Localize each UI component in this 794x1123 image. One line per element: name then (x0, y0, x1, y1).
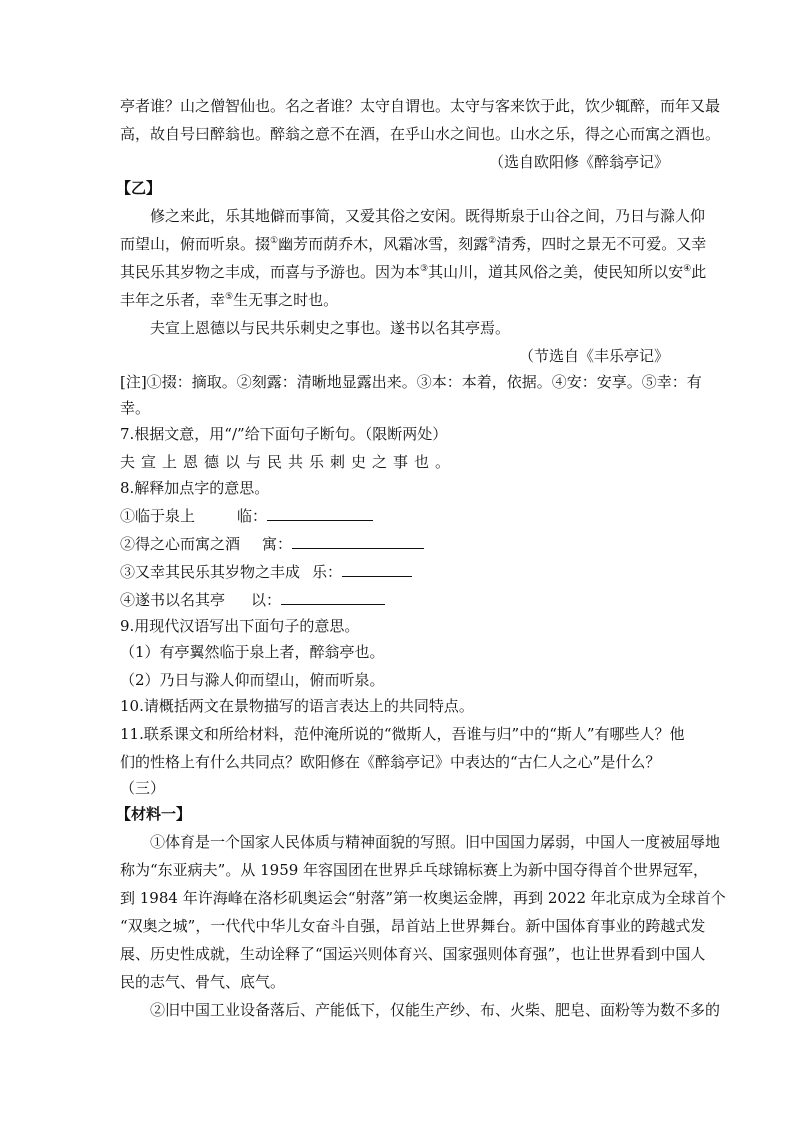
text-run: 幽芳而荫乔木，风霜冰雪，刻露 (278, 235, 489, 253)
question-8: 8.解释加点字的意思。 (120, 479, 270, 497)
material-text-line: “双奥之城”，一代代中华儿女奋斗自强，昂首站上世界舞台。新中国体育事业的跨越式发 (120, 917, 706, 935)
footnote-marker: ⑤ (225, 292, 234, 302)
question-8-item (120, 590, 385, 610)
answer-blank[interactable] (342, 562, 412, 577)
text-run: 其山川，道其风俗之美，使民知所以安 (428, 263, 684, 281)
material-text-line: ①体育是一个国家人民体质与精神面貌的写照。旧中国国力孱弱，中国人一度被屈辱地 (150, 833, 721, 851)
question-9-item: （2）乃日与滁人仰而望山，俯而听泉。 (120, 671, 385, 689)
source-citation: （节选自《丰乐亭记》 (518, 347, 669, 365)
question-11: 们的性格上有什么共同点？欧阳修在《醉翁亭记》中表达的“古仁人之心”是什么？ (120, 753, 661, 771)
item-word: 寓： (262, 535, 293, 553)
item-phrase: ③又幸其民乐其岁物之丰成 (120, 563, 301, 581)
annotation-note: [注]①掇：摘取。②刻露：清晰地显露出来。③本：本着，依据。④安：安享。⑤幸：有 (120, 373, 702, 391)
text-run: 此 (691, 263, 707, 281)
answer-blank[interactable] (281, 590, 385, 605)
annotation-note: 幸。 (120, 399, 151, 417)
text-run: 清秀，四时之景无不可爱。又幸 (496, 235, 707, 253)
material-text-line: 民的志气、骨气、底气。 (120, 973, 286, 991)
yi-text-line (120, 234, 706, 254)
jia-text-line: 高，故自号曰醉翁也。醉翁之意不在酒，在乎山水之间也。山水之乐，得之心而寓之酒也。 (120, 125, 721, 143)
text-run: 其民乐其岁物之丰成，而喜与予游也。因为本 (120, 263, 421, 281)
item-phrase: ①临于泉上 (120, 507, 196, 525)
source-citation: （选自欧阳修《醉翁亭记》 (488, 153, 669, 171)
yi-text-line: 修之来此，乐其地僻而事简，又爱其俗之安闲。既得斯泉于山谷之间，乃日与滁人仰 (150, 207, 706, 225)
question-8-item (120, 506, 373, 526)
yi-text-line: 夫宣上恩德以与民共乐刺史之事也。遂书以名其亭焉。 (150, 319, 511, 337)
text-run: 丰年之乐者，幸 (120, 291, 226, 309)
item-word: 以： (251, 591, 282, 609)
material-text-line: 展、历史性成就，生动诠释了“国运兴则体育兴、国家强则体育强”，也让世界看到中国人 (120, 945, 706, 963)
answer-blank[interactable] (267, 506, 373, 521)
part-heading: （三） (120, 779, 166, 797)
question-11: 11.联系课文和所给材料，范仲淹所说的“微斯人，吾谁与归”中的“斯人”有哪些人？他 (120, 725, 685, 743)
item-word: 临： (237, 507, 268, 525)
text-run: 而望山，俯而听泉。掇 (120, 235, 271, 253)
item-word: 乐： (312, 563, 343, 581)
item-phrase: ②得之心而寓之酒 (120, 535, 241, 553)
question-7-sentence: 夫宣上恩德以与民共乐刺史之事也。 (120, 453, 457, 471)
item-phrase: ④遂书以名其亭 (120, 591, 226, 609)
footnote-marker: ④ (683, 264, 692, 274)
answer-blank[interactable] (292, 534, 424, 549)
question-9-item: （1）有亭翼然临于泉上者，醉翁亭也。 (120, 643, 385, 661)
question-9: 9.用现代汉语写出下面句子的意思。 (120, 617, 360, 635)
section-heading-yi: 【乙】 (116, 179, 162, 197)
question-8-item (120, 562, 412, 582)
question-10: 10.请概括两文在景物描写的语言表达上的共同特点。 (120, 697, 474, 715)
material-text-line: 称为“东亚病夫”。从 1959 年容国团在世界乒乓球锦标赛上为新中国夺得首个世界冠军， (120, 861, 709, 879)
footnote-marker: ① (270, 236, 279, 246)
footnote-marker: ③ (420, 264, 429, 274)
material-text-line: ②旧中国工业设备落后、产能低下，仅能生产纱、布、火柴、肥皂、面粉等为数不多的 (150, 1001, 721, 1019)
material-heading: 【材料一】 (116, 805, 192, 823)
jia-text-line: 亭者谁？山之僧智仙也。名之者谁？太守自谓也。太守与客来饮于此，饮少辄醉，而年又最 (120, 97, 721, 115)
question-7: 7.根据文意，用“/”给下面句子断句。（限断两处） (120, 425, 448, 443)
footnote-marker: ② (488, 236, 497, 246)
question-8-item (120, 534, 424, 554)
yi-text-line (120, 262, 706, 282)
yi-text-line (120, 290, 338, 310)
text-run: 生无事之时也。 (233, 291, 339, 309)
material-text-line: 到 1984 年许海峰在洛杉矶奥运会“射落”第一枚奥运金牌，再到 2022 年北京成为全球首个 (120, 889, 726, 907)
